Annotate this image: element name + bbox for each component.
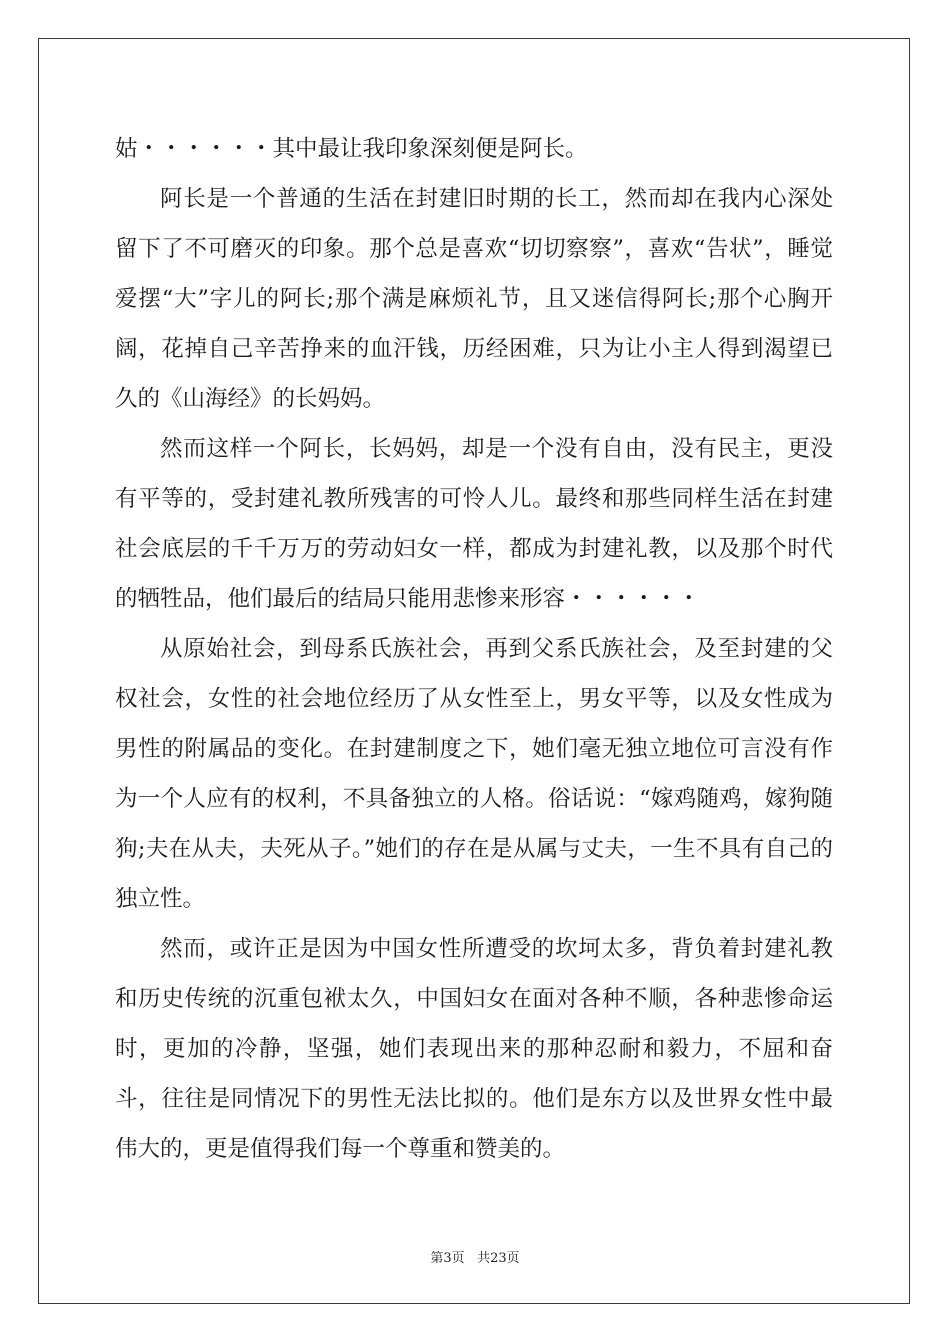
paragraph-4: 从原始社会，到母系氏族社会，再到父系氏族社会，及至封建的父权社会，女性的社会地位经历了从女性至上，男女平等，以及女性成为男性的附属品的变化。在封建制度之下，她们毫无独立地位可言没有作为一个人应有的权利，不具备独立的人格。俗话说：“嫁鸡随鸡，嫁狗随狗;夫在从夫，夫死从子。”她们的存在是从属与丈夫，一生不具有自己的独立性。 — [115, 636, 833, 912]
document-body — [115, 124, 833, 1174]
page-total: 共23页 — [477, 1251, 520, 1266]
paragraph-1: 姑・・・・・・其中最让我印象深刻便是阿长。 — [115, 136, 588, 162]
paragraph-2: 阿长是一个普通的生活在封建旧时期的长工，然而却在我内心深处留下了不可磨灭的印象。那个总是喜欢“切切察察”，喜欢“告状”，睡觉爱摆“大”字儿的阿长;那个满是麻烦礼节，且又迷信得阿长;那个心胸开阔，花掉自己辛苦挣来的血汗钱，历经困难，只为让小主人得到渴望已久的《山海经》的长妈妈。 — [115, 186, 833, 412]
paragraph-5: 然而，或许正是因为中国女性所遭受的坎坷太多，背负着封建礼教和历史传统的沉重包袱太久，中国妇女在面对各种不顺，各种悲惨命运时，更加的冷静，坚强，她们表现出来的那种忍耐和毅力，不屈和奋斗，往往是同情况下的男性无法比拟的。他们是东方以及世界女性中最伟大的，更是值得我们每一个尊重和赞美的。 — [115, 936, 833, 1162]
page-number: 第3页 — [430, 1251, 465, 1266]
paragraph-3: 然而这样一个阿长，长妈妈，却是一个没有自由，没有民主，更没有平等的，受封建礼教所残害的可怜人儿。最终和那些同样生活在封建社会底层的千千万万的劳动妇女一样，都成为封建礼教，以及那个时代的牺牲品，他们最后的结局只能用悲惨来形容・・・・・・ — [115, 436, 833, 612]
page-footer — [0, 1247, 950, 1266]
